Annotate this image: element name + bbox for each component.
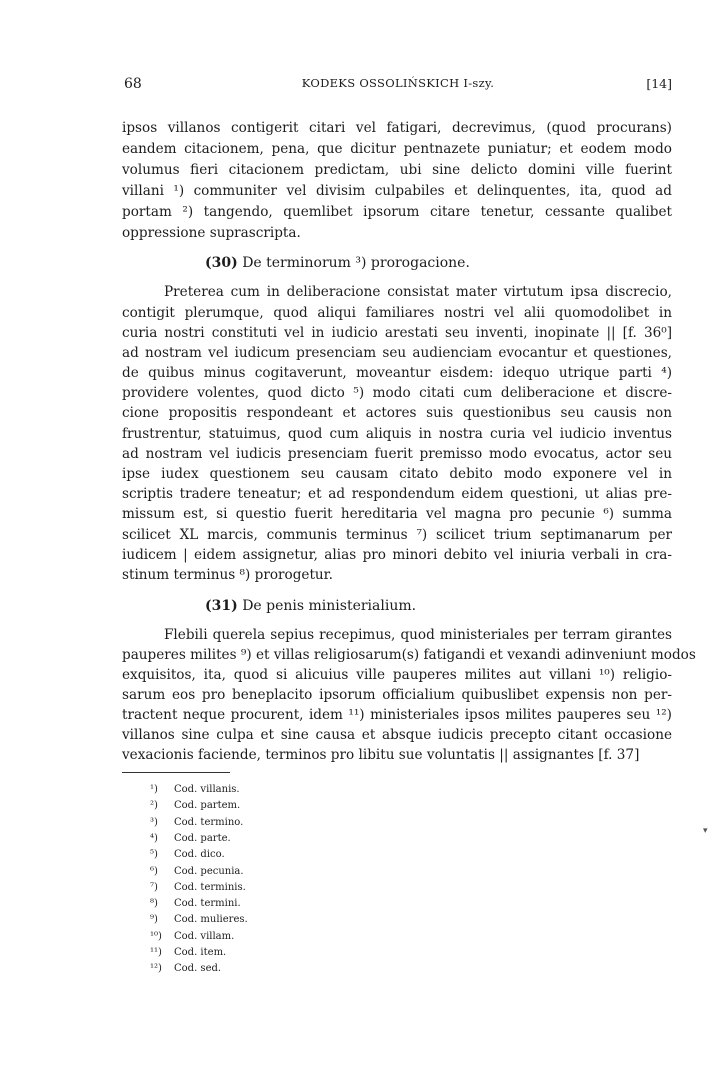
text-line: curia nostri constituti vel in iudicio arestati seu inventi, inopinate || [f. 36⁰] bbox=[122, 325, 672, 341]
text-line: eandem citacionem, pena, que dicitur pentnazete puniatur; et eodem modo bbox=[122, 141, 672, 157]
footnote-mark: ¹) bbox=[150, 784, 158, 795]
footnote bbox=[150, 815, 243, 830]
section-heading-30 bbox=[205, 252, 470, 274]
footnote-mark: ⁵) bbox=[150, 849, 158, 861]
footnote-text: Cod. pecunia. bbox=[174, 865, 244, 877]
footnote-divider bbox=[122, 772, 230, 773]
footnote-mark: ⁶) bbox=[150, 865, 158, 877]
section-title: De terminorum ³) prorogacione. bbox=[242, 255, 470, 271]
text-line: tractent neque procurent, idem ¹¹) ministeriales ipsos milites pauperes seu ¹²) bbox=[122, 707, 672, 723]
footnote-text: Cod. terminis. bbox=[174, 881, 246, 893]
text-line: de quibus minus cogitaverunt, moveantur eisdem: idequo utrique parti ⁴) bbox=[122, 365, 672, 381]
text-line: vexacionis faciende, terminos pro libitu sue voluntatis || assignantes [f. 37] bbox=[122, 747, 640, 763]
text-line: volumus fieri citacionem predictam, ubi sine delicto domini ville fuerint bbox=[122, 162, 672, 178]
footnote-mark: ⁴) bbox=[150, 832, 158, 844]
text-line: villani ¹) communiter vel divisim culpabiles et delinquentes, ita, quod ad bbox=[122, 183, 672, 199]
footnote-text: Cod. villam. bbox=[174, 930, 235, 942]
footnote bbox=[150, 945, 226, 960]
text-line: pauperes milites ⁹) et villas religiosarum(s) fatigandi et vexandi adinveniunt modos bbox=[122, 647, 696, 663]
footnote-mark: ⁸) bbox=[150, 898, 158, 910]
footnote-text: Cod. sed. bbox=[174, 963, 222, 975]
footnote-mark: ²) bbox=[150, 800, 158, 812]
text-line: frustrentur, statuimus, quod cum aliquis in nostra curia vel iudicio inventus bbox=[122, 426, 672, 442]
section-marker: [14] bbox=[646, 76, 672, 91]
footnote bbox=[150, 961, 221, 976]
footnote-mark: ³) bbox=[150, 816, 158, 828]
section-number: (31) bbox=[205, 598, 238, 614]
text-line: ipsos villanos contigerit citari vel fatigari, decrevimus, (quod procurans) bbox=[122, 120, 672, 136]
text-line: sarum eos pro beneplacito ipsorum officialium quibuslibet expensis non per- bbox=[122, 687, 672, 703]
footnote-mark: ¹¹) bbox=[150, 947, 162, 958]
footnote-text: Cod. parte. bbox=[174, 832, 231, 844]
text-line: portam ²) tangendo, quemlibet ipsorum citare tenetur, cessante qualibet bbox=[122, 204, 672, 220]
text-line: ad nostram vel iudicis presenciam fuerit premisso modo evocatus, actor seu bbox=[122, 446, 672, 462]
footnote-mark: ¹²) bbox=[150, 963, 162, 975]
footnote-text: Cod. termini. bbox=[174, 898, 241, 910]
page-number: 68 bbox=[124, 76, 142, 92]
text-line: ipse iudex questionem seu causam citato debito modo exponere vel in bbox=[122, 466, 672, 482]
footnote bbox=[150, 896, 241, 911]
text-line: exquisitos, ita, quod si alicuius ville pauperes milites aut villani ¹⁰) religio- bbox=[122, 667, 672, 683]
section-heading-31 bbox=[205, 595, 416, 617]
text-line: missum est, si questio fuerit hereditaria vel magna pro pecunie ⁶) summa bbox=[122, 506, 672, 522]
text-line: Preterea cum in deliberacione consistat mater virtutum ipsa discrecio, bbox=[164, 284, 672, 300]
footnote bbox=[150, 782, 240, 797]
text-line: stinum terminus ⁸) prorogetur. bbox=[122, 567, 333, 583]
footnote-text: Cod. villanis. bbox=[174, 784, 240, 795]
text-line: cione propositis respondeant et actores suis questionibus seu causis non bbox=[122, 405, 672, 421]
footnote-text: Cod. item. bbox=[174, 947, 227, 958]
text-line: scriptis tradere teneatur; et ad respondendum eidem questioni, ut alias pre- bbox=[122, 486, 672, 502]
text-line: scilicet XL marcis, communis terminus ⁷) scilicet trium septimanarum per bbox=[122, 527, 672, 543]
footnote-mark: ⁹) bbox=[150, 914, 158, 926]
footnote bbox=[150, 847, 225, 862]
footnote-text: Cod. dico. bbox=[174, 849, 225, 861]
footnote bbox=[150, 880, 246, 895]
text-line: oppressione suprascripta. bbox=[122, 225, 301, 241]
text-line: providere volentes, quod dicto ⁵) modo citati cum deliberacione et discre- bbox=[122, 385, 672, 401]
footnote bbox=[150, 929, 234, 944]
running-title: KODEKS OSSOLIŃSKICH I-szy. bbox=[301, 76, 495, 90]
text-line: iudicem | eidem assignetur, alias pro minori debito vel iniuria verbali in cra- bbox=[122, 547, 672, 563]
footnote bbox=[150, 831, 231, 846]
text-line: contigit plerumque, quod aliqui familiares nostri vel alii quomodolibet in bbox=[122, 305, 672, 321]
text-line: ad nostram vel iudicum presenciam seu audienciam evocantur et questiones, bbox=[122, 345, 672, 361]
section-number: (30) bbox=[205, 255, 238, 271]
text-line: Flebili querela sepius recepimus, quod ministeriales per terram girantes bbox=[164, 627, 672, 643]
footnote-text: Cod. mulieres. bbox=[174, 914, 248, 926]
footnote-text: Cod. termino. bbox=[174, 816, 244, 828]
section-title: De penis ministerialium. bbox=[242, 598, 417, 614]
margin-mark: ▾ bbox=[703, 826, 708, 836]
footnote-text: Cod. partem. bbox=[174, 800, 241, 812]
footnote bbox=[150, 912, 248, 927]
running-header bbox=[124, 76, 672, 98]
footnote bbox=[150, 798, 240, 813]
footnote bbox=[150, 864, 244, 879]
footnote-mark: ¹⁰) bbox=[150, 930, 162, 942]
text-line: villanos sine culpa et sine causa et absque iudicis precepto citant occasione bbox=[122, 727, 672, 743]
footnote-mark: ⁷) bbox=[150, 881, 158, 893]
